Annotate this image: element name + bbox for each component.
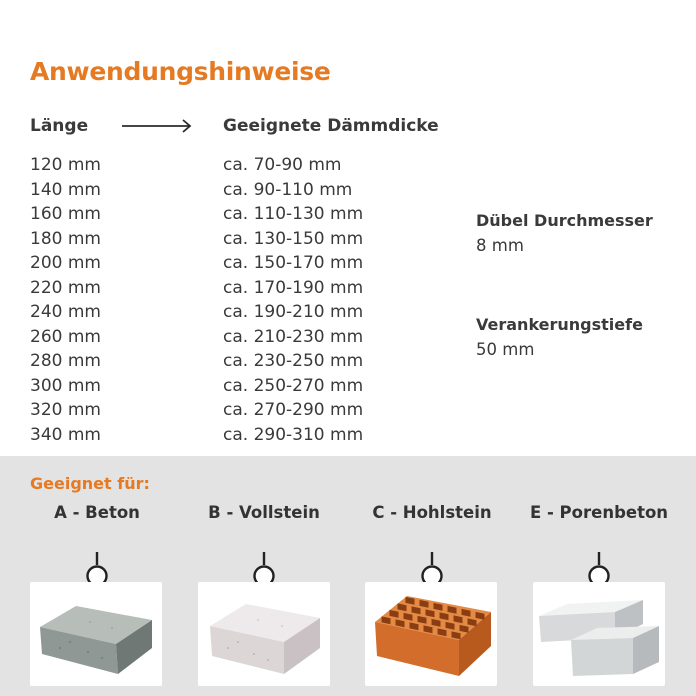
material-card-porenbeton [533, 582, 665, 686]
thickness-list [223, 153, 363, 447]
concrete-block-icon [30, 582, 162, 686]
page-title: Anwendungshinweise [30, 57, 331, 86]
length-value: 240 mm [30, 302, 101, 322]
material-card-vollstein [198, 582, 330, 686]
diameter-value: 8 mm [476, 236, 524, 255]
thickness-header: Geeignete Dämmdicke [223, 116, 439, 136]
thickness-value: ca. 110-130 mm [223, 204, 364, 224]
thickness-value: ca. 70-90 mm [223, 155, 342, 175]
material-label-porenbeton: E - Porenbeton [529, 503, 669, 522]
length-value: 340 mm [30, 424, 101, 445]
thickness-value: ca. 250-270 mm [223, 375, 364, 396]
material-label-beton: A - Beton [54, 503, 140, 522]
thickness-value: ca. 170-190 mm [223, 277, 364, 298]
length-value: 160 mm [30, 204, 101, 224]
length-value: 200 mm [30, 253, 101, 273]
thickness-value: ca. 230-250 mm [223, 351, 364, 371]
depth-label: Verankerungstiefe [476, 315, 643, 334]
length-value: 180 mm [30, 228, 101, 249]
length-value: 260 mm [30, 326, 101, 347]
diameter-label: Dübel Durchmesser [476, 211, 653, 230]
material-label-hohlstein: C - Hohlstein [372, 503, 492, 522]
thickness-value: ca. 290-310 mm [223, 424, 364, 445]
thickness-value: ca. 190-210 mm [223, 302, 364, 322]
thickness-value: ca. 130-150 mm [223, 228, 364, 249]
thickness-value: ca. 150-170 mm [223, 253, 364, 273]
length-list [30, 153, 101, 447]
depth-value: 50 mm [476, 340, 535, 359]
thickness-value: ca. 210-230 mm [223, 326, 364, 347]
length-value: 320 mm [30, 400, 101, 420]
thickness-value: ca. 90-110 mm [223, 179, 353, 200]
length-value: 140 mm [30, 179, 101, 200]
material-card-beton [30, 582, 162, 686]
aerated-concrete-icon [533, 582, 665, 686]
thickness-value: ca. 270-290 mm [223, 400, 364, 420]
length-value: 300 mm [30, 375, 101, 396]
perforated-brick-icon [365, 582, 497, 686]
material-label-vollstein: B - Vollstein [208, 503, 320, 522]
length-header: Länge [30, 116, 89, 136]
length-value: 280 mm [30, 351, 101, 371]
right-arrow-icon [122, 118, 194, 134]
length-value: 120 mm [30, 155, 101, 175]
material-card-hohlstein [365, 582, 497, 686]
suitable-title: Geeignet für: [30, 474, 150, 493]
length-value: 220 mm [30, 277, 101, 298]
solid-brick-icon [198, 582, 330, 686]
